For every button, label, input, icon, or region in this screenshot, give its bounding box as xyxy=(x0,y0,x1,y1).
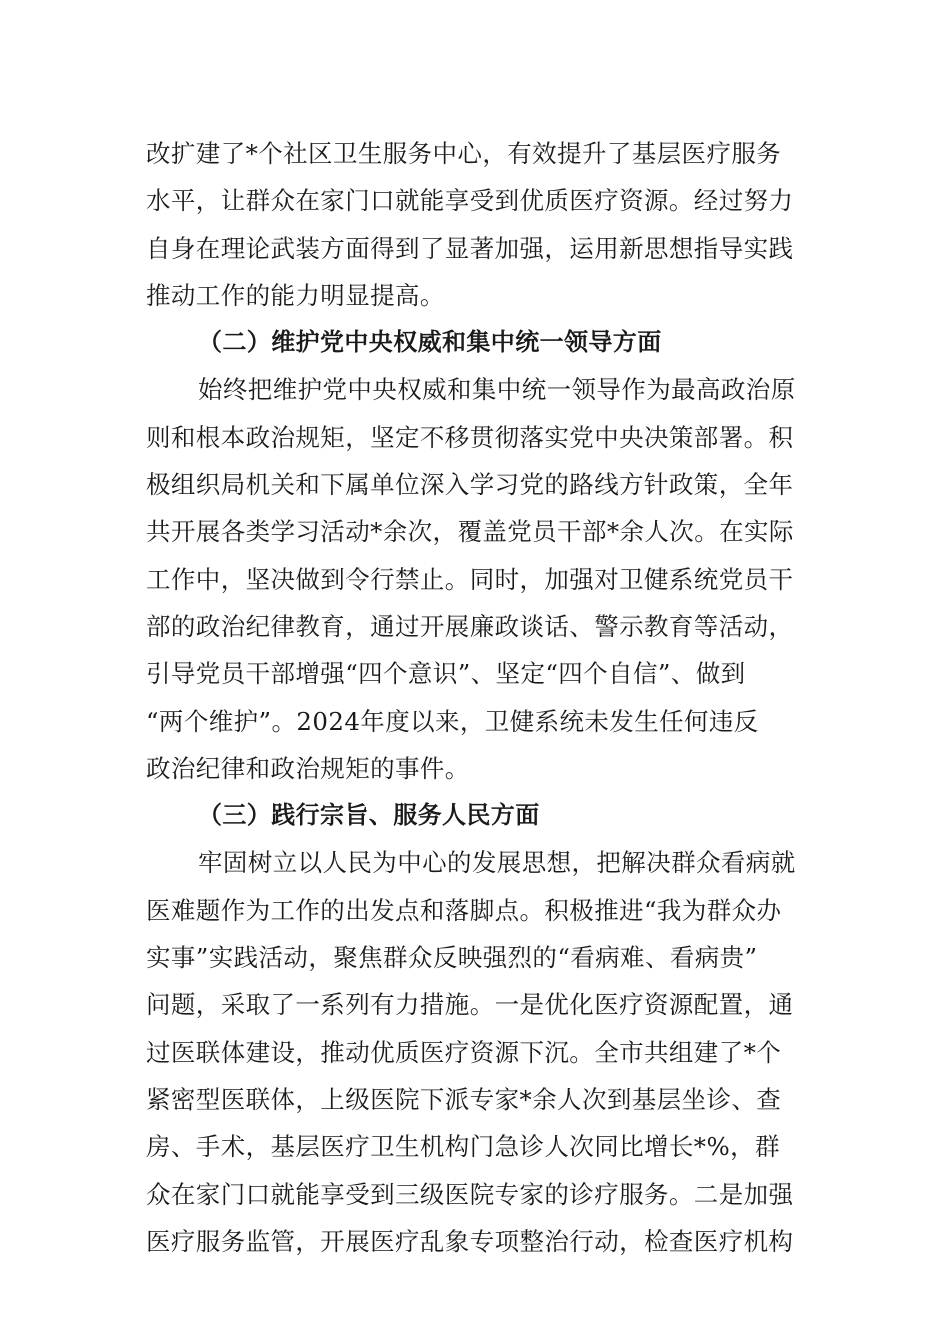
text-line: 部的政治纪律教育，通过开展廉政谈话、警示教育等活动， xyxy=(146,611,794,641)
text-line: 医疗服务监管，开展医疗乱象专项整治行动，检查医疗机构 xyxy=(146,1226,794,1256)
text-line: 极组织局机关和下属单位深入学习党的路线方针政策，全年 xyxy=(146,470,794,500)
text-line: 工作中，坚决做到令行禁止。同时，加强对卫健系统党员干 xyxy=(146,564,794,594)
text-line: 医难题作为工作的出发点和落脚点。积极推进“我为群众办 xyxy=(146,895,782,925)
section-heading-3: （三）践行宗旨、服务人民方面 xyxy=(198,801,540,830)
text-line: 推动工作的能力明显提高。 xyxy=(146,280,445,310)
text-line: 自身在理论武装方面得到了显著加强，运用新思想指导实践 xyxy=(146,233,794,263)
text-line: 则和根本政治规矩，坚定不移贯彻落实党中央决策部署。积 xyxy=(146,422,794,452)
section-heading-2: （二）维护党中央权威和集中统一领导方面 xyxy=(198,328,662,357)
text-line: 问题，采取了一系列有力措施。一是优化医疗资源配置，通 xyxy=(146,990,794,1020)
text-line: 众在家门口就能享受到三级医院专家的诊疗服务。二是加强 xyxy=(146,1179,794,1209)
text-line: 改扩建了*个社区卫生服务中心，有效提升了基层医疗服务 xyxy=(146,139,782,168)
text-line: 水平，让群众在家门口就能享受到优质医疗资源。经过努力 xyxy=(146,186,794,216)
text-line: 引导党员干部增强“四个意识”、坚定“四个自信”、做到 xyxy=(146,659,746,689)
text-line: 过医联体建设，推动优质医疗资源下沉。全市共组建了*个 xyxy=(146,1037,782,1067)
text-line: 共开展各类学习活动*余次，覆盖党员干部*余人次。在实际 xyxy=(146,517,794,547)
text-line: 实事”实践活动，聚焦群众反映强烈的“看病难、看病贵” xyxy=(146,943,758,973)
paragraph-first-line: 始终把维护党中央权威和集中统一领导作为最高政治原 xyxy=(198,375,796,405)
body-text xyxy=(146,130,810,1265)
paragraph-first-line: 牢固树立以人民为中心的发展思想，把解决群众看病就 xyxy=(198,848,796,878)
text-line: 紧密型医联体，上级医院下派专家*余人次到基层坐诊、查 xyxy=(146,1084,782,1114)
text-line: 房、手术，基层医疗卫生机构门急诊人次同比增长*%，群 xyxy=(146,1132,780,1162)
text-line: 政治纪律和政治规矩的事件。 xyxy=(146,753,470,783)
text-line: “两个维护”。2024年度以来，卫健系统未发生任何违反 xyxy=(146,706,759,736)
